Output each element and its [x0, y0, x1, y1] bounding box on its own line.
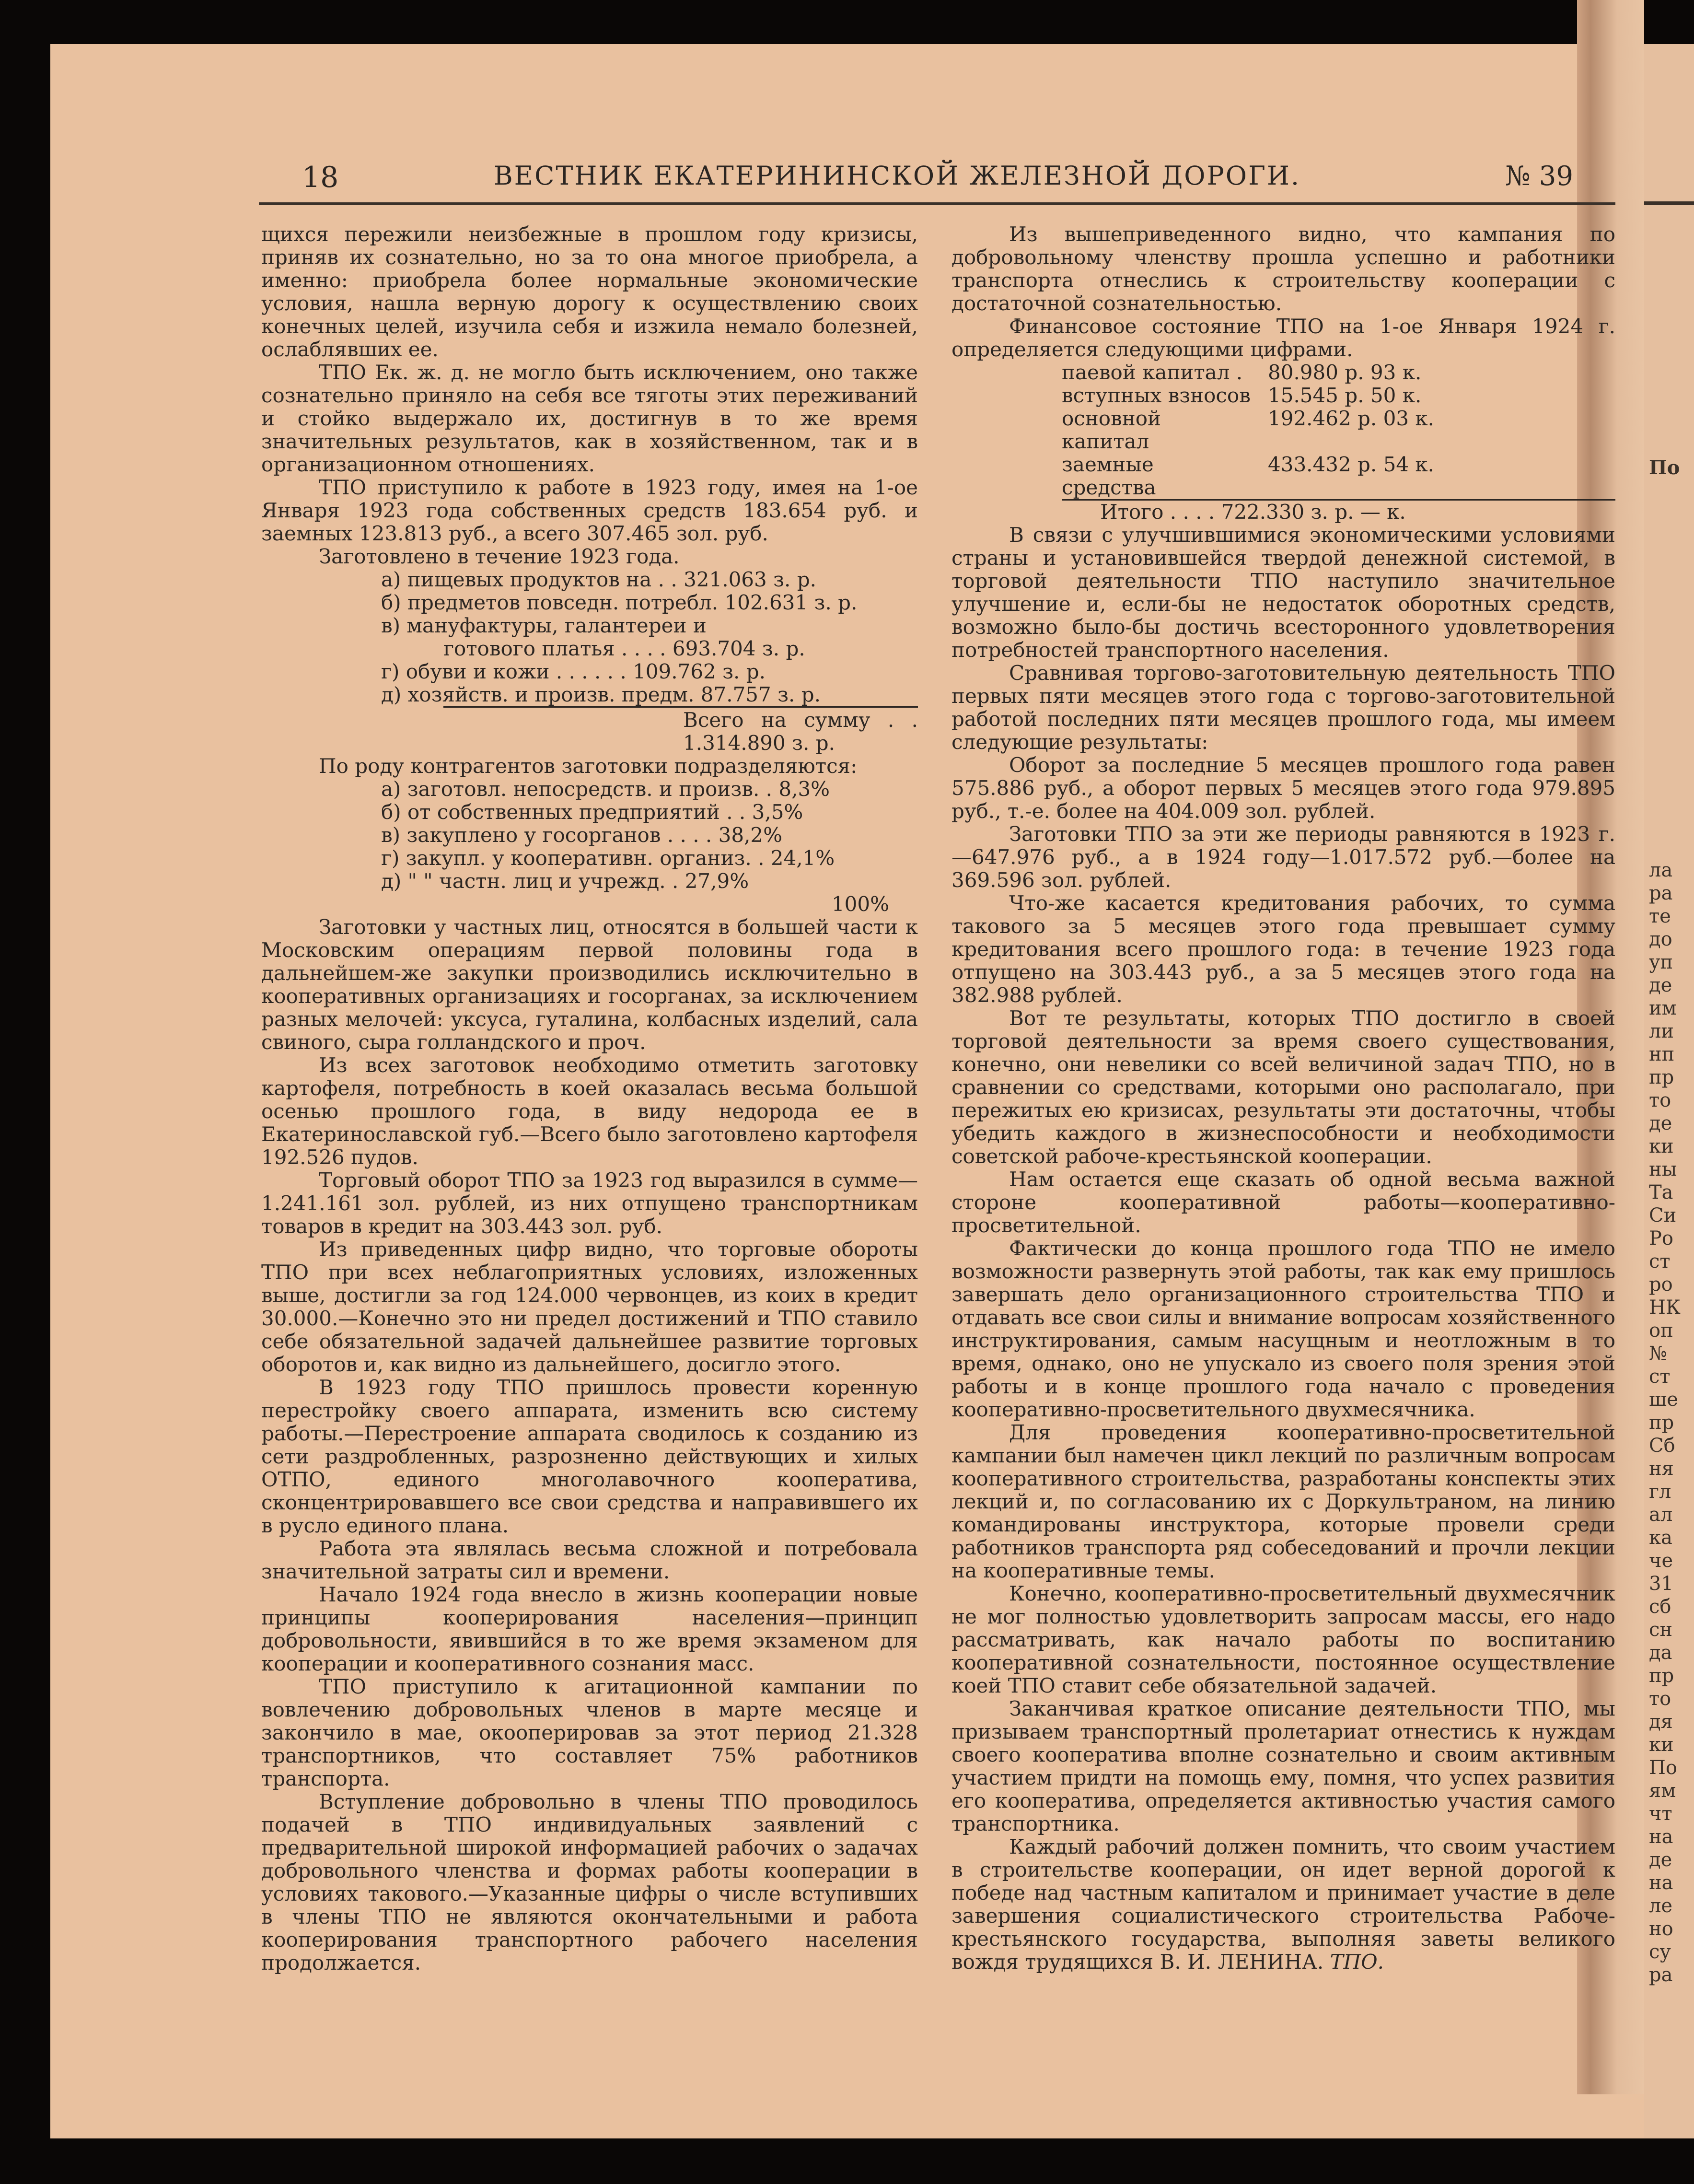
table-row: [1062, 453, 1615, 499]
next-page-line-fragment: оп: [1649, 1320, 1673, 1342]
next-page-line-fragment: ст: [1649, 1366, 1671, 1388]
procurement-total: Всего на сумму . . 1.314.890 з. р.: [443, 706, 918, 755]
next-page-line-fragment: сб: [1649, 1596, 1671, 1618]
next-page-line-fragment: на: [1649, 1872, 1673, 1894]
next-page-rule: [1644, 201, 1694, 205]
next-page-line-fragment: им: [1649, 997, 1677, 1019]
page-header: [244, 161, 1615, 201]
list-item: б) предметов повседн. потребл. 102.631 з. р.: [381, 591, 858, 614]
next-page-line-fragment: ка: [1649, 1527, 1672, 1549]
paragraph: Торговый оборот ТПО за 1923 год выразился в сумме—1.241.161 зол. рублей, из них отпущено транспортникам товаров в кредит на 303.443 зол. руб.: [261, 1168, 918, 1238]
contractors-intro: По роду контрагентов заготовки подразделяются:: [319, 754, 858, 778]
next-page-line-fragment: ал: [1649, 1504, 1673, 1526]
next-page-line-fragment: ше: [1649, 1389, 1678, 1411]
next-page-line-fragment: ны: [1649, 1158, 1677, 1180]
paragraph: Заготовки у частных лиц, относятся в большей части к Московским операциям первой половины года в дальнейшем-же закупки производились исключительно в кооперативных организациях и госорганах, за исключением разных мелочей: уксуса, гуталина, колбасных изделий, сала свиного, сыра голландского и проч.: [261, 915, 918, 1054]
next-page-line-fragment: че: [1649, 1550, 1673, 1572]
next-page-line-fragment: Ро: [1649, 1227, 1673, 1250]
paragraph: Работа эта являлась весьма сложной и потребовала значительной затраты сил и времени.: [261, 1537, 918, 1583]
closing-text: Каждый рабочий должен помнить, что своим участием в строительстве кооперации, он идет верной дорогой к победе над частным капиталом и принимает участие в деле завершения социалистического строительства Рабоче-крестьянского государства, выполняя заветы великого вождя трудящихся В. И. ЛЕНИНА.: [951, 1835, 1615, 1974]
next-page-line-fragment: НК: [1649, 1296, 1681, 1319]
next-page-line-fragment: пр: [1649, 1665, 1674, 1687]
list-item: готового платья . . . . 693.704 з. р.: [443, 637, 805, 660]
next-page-line-fragment: то: [1649, 1089, 1671, 1111]
next-page-line-fragment: ро: [1649, 1273, 1673, 1296]
right-column: [951, 223, 1615, 1974]
next-page-line-fragment: ра: [1649, 882, 1673, 904]
next-page-line-fragment: те: [1649, 905, 1671, 927]
header-rule: [259, 202, 1615, 205]
paragraph: Заготовки ТПО за эти же периоды равняются в 1923 г.—647.976 руб., а в 1924 году—1.017.572 руб.—более на 369.596 зол. рублей.: [951, 822, 1615, 892]
paragraph: Для проведения кооперативно-просветительной кампании был намечен цикл лекций по различным вопросам кооперативного строительства, разработаны конспекты этих лекций и, по согласованию их с Доркультраном, на линию командированы инструктора, которые провели среди работников транспорта ряд собеседований и прочли лекции на кооперативные темы.: [951, 1421, 1615, 1582]
next-page-line-fragment: ям: [1649, 1780, 1676, 1802]
next-page-line-fragment: ня: [1649, 1458, 1674, 1480]
next-page-line-fragment: Сб: [1649, 1435, 1675, 1457]
list-item: в) закуплено у госорганов . . . . 38,2%: [381, 823, 783, 847]
issue-number: № 39: [1505, 161, 1574, 192]
paragraph: Начало 1924 года внесло в жизнь кооперации новые принципы кооперирования населения—принцип добровольности, явившийся в то же время экзаменом для кооперации и кооперативного сознания масс.: [261, 1583, 918, 1675]
row-value: 15.545 р. 50 к.: [1268, 384, 1422, 407]
paragraph: Сравнивая торгово-заготовительную деятельность ТПО первых пяти месяцев этого года с торгово-заготовительной работой последних пяти месяцев прошлого года, мы имеем следующие результаты:: [951, 661, 1615, 754]
paragraph: ТПО Ек. ж. д. не могло быть исключением, оно также сознательно приняло на себя все тяготы этих переживаний и стойко выдержало их, достигнув в то же время значительных результатов, как в хозяйственном, так и в организационном отношениях.: [261, 361, 918, 476]
paragraph: [951, 1835, 1615, 1974]
next-page-line-fragment: уп: [1649, 951, 1673, 973]
next-page-line-fragment: пр: [1649, 1412, 1674, 1434]
procurement-list: [261, 568, 918, 755]
row-value: 80.980 р. 93 к.: [1268, 361, 1422, 384]
next-page-line-fragment: Си: [1649, 1204, 1677, 1226]
paragraph: Нам остается еще сказать об одной весьма важной стороне кооперативной работы—кооперативно-просветительной.: [951, 1168, 1615, 1237]
left-column: [261, 223, 918, 1974]
next-page-line-fragment: ки: [1649, 1734, 1674, 1756]
next-page-line-fragment: 31: [1649, 1573, 1673, 1595]
list-item: д) хозяйств. и произв. предм. 87.757 з. р.: [381, 683, 821, 706]
row-label: вступных взносов: [1062, 384, 1251, 407]
financial-table: [1062, 361, 1615, 524]
paragraph: В связи с улучшившимися экономическими условиями страны и установившейся твердой денежной системой, в торговой деятельности ТПО наступило значительное улучшение и, если-бы не недостаток оборотных средств, возможно было-бы достичь всесторонного удовлетворения потребностей транспортного населения.: [951, 523, 1615, 662]
row-value: 192.462 р. 03 к.: [1268, 407, 1435, 430]
next-page-line-fragment: ра: [1649, 1964, 1673, 1986]
paragraph: ТПО приступило к агитационной кампании по вовлечению добровольных членов в марте месяце и закончило в мае, окооперировав за этот период 21.328 транспортников, что составляет 75% работников транспорта.: [261, 1675, 918, 1790]
next-page-line-fragment: Та: [1649, 1181, 1673, 1203]
list-item: а) заготовл. непосредств. и произв. . 8,3%: [381, 777, 830, 801]
paragraph: щихся пережили неизбежные в прошлом году кризисы, приняв их сознательно, но за то она многое приобрела, а именно: приобрела более нормальные экономические условия, нашла верную дорогу к осуществлению своих конечных целей, изучила себя и изжила немало болезней, ослаблявших ее.: [261, 222, 918, 361]
paragraph: Из приведенных цифр видно, что торговые обороты ТПО при всех неблагоприятных условиях, изложенных выше, достигли за год 124.000 червонцев, из коих в кредит 30.000.—Конечно это ни предел достижений и ТПО ставило себе обязательной задачей дальнейшее развитие торговых оборотов и, как видно из дальнейшего, досигло этого.: [261, 1238, 918, 1376]
signature: ТПО.: [1330, 1950, 1384, 1974]
list-item: д) " " частн. лиц и учрежд. . 27,9%: [381, 869, 749, 893]
table-row: [1062, 407, 1615, 453]
next-page-line-fragment: гл: [1649, 1481, 1671, 1503]
list-item: г) закупл. у кооперативн. организ. . 24,1%: [381, 846, 835, 870]
paragraph: ТПО приступило к работе в 1923 году, имея на 1-ое Января 1923 года собственных средств 183.654 руб. и заемных 123.813 руб., а всего 307.465 зол. руб.: [261, 476, 918, 545]
paragraph: Вступление добровольно в члены ТПО проводилось подачей в ТПО индивидуальных заявлений с предварительной широкой информацией рабочих о задачах добровольного членства и формах работы кооперации в условиях такового.—Указанные цифры о числе вступивших в члены ТПО не являются окончательными и работа кооперирования транспортного рабочего населения продолжается.: [261, 1790, 918, 1974]
financial-total: Итого . . . . 722.330 з. р. — к.: [1062, 499, 1615, 524]
paragraph: Из вышеприведенного видно, что кампания по добровольному членству прошла успешно и работники транспорта отнеслись к строительству кооперации с достаточной сознательностью.: [951, 222, 1615, 315]
next-page-line-fragment: то: [1649, 1688, 1671, 1710]
next-page-line-fragment: По: [1649, 1757, 1677, 1779]
paragraph: Фактически до конца прошлого года ТПО не имело возможности развернуть этой работы, так как ему пришлось завершать дело организационного строительства ТПО и отдавать все свои силы и внимание вопросам хозяйственного инструктирования, самым насущным и неотложным в то время, однако, оно не упускало из своего поля зрения этой работы и в конце прошлого года начало с проведения кооперативно-просветительного двухмесячника.: [951, 1237, 1615, 1421]
next-page-heading-fragment: По: [1649, 456, 1680, 479]
table-row: [1062, 384, 1615, 407]
next-page-line-fragment: де: [1649, 974, 1672, 996]
list-item: а) пищевых продуктов на . . 321.063 з. р.: [381, 568, 816, 591]
next-page-line-fragment: на: [1649, 1826, 1673, 1848]
next-page-line-fragment: дя: [1649, 1711, 1673, 1733]
row-label: паевой капитал .: [1062, 361, 1243, 384]
next-page-line-fragment: до: [1649, 928, 1672, 950]
table-row: [1062, 361, 1615, 384]
next-page-line-fragment: нп: [1649, 1043, 1675, 1065]
next-page-line-fragment: ки: [1649, 1135, 1674, 1157]
next-page-line-fragment: ст: [1649, 1250, 1671, 1273]
list-item: б) от собственных предприятий . . 3,5%: [381, 800, 803, 824]
next-page-line-fragment: да: [1649, 1642, 1672, 1664]
next-page-line-fragment: чт: [1649, 1803, 1672, 1825]
paragraph: Вот те результаты, которых ТПО достигло в своей торговой деятельности за время своего существования, конечно, они невелики со всей величиной задач ТПО, но в сравнении со средствами, которыми оно располагало, при пережитых ею кризисах, результаты эти достаточны, чтобы убедить каждого в жизнеспособности и необходимости советской рабоче-крестьянской кооперации.: [951, 1006, 1615, 1168]
row-label: основной капитал: [1062, 407, 1161, 453]
row-label: заемные средства: [1062, 453, 1156, 499]
list-item: г) обуви и кожи . . . . . . 109.762 з. р.: [381, 660, 766, 683]
paragraph: Заканчивая краткое описание деятельности ТПО, мы призываем транспортный пролетариат отнестись к нуждам своего кооператива вполне сознательно и своим активным участием придти на помощь ему, помня, что успех развития его кооператива, определяется активностью участия самого транспортника.: [951, 1697, 1615, 1835]
next-page-line-fragment: де: [1649, 1112, 1672, 1134]
paragraph: Что-же касается кредитования рабочих, то сумма такового за 5 месяцев этого года превышает сумму кредитования всего прошлого года: в течение 1923 года отпущено на 303.443 руб., а за 5 месяцев этого года на 382.988 рублей.: [951, 891, 1615, 1007]
page-number: 18: [302, 161, 339, 194]
contractors-list: [261, 778, 918, 916]
paragraph: В 1923 году ТПО пришлось провести коренную перестройку своего аппарата, изменить всю систему работы.—Перестроение аппарата сводилось к созданию из сети раздробленных, разрозненно действующих и хилых ОТПО, единого многолавочного кооператива, сконцентрировавшего все свои средства и направившего их в русло единого плана.: [261, 1376, 918, 1537]
next-page-edge: [1644, 44, 1694, 2138]
next-page-line-fragment: но: [1649, 1918, 1673, 1940]
next-page-line-fragment: де: [1649, 1849, 1672, 1871]
paragraph: Финансовое состояние ТПО на 1-ое Января 1924 г. определяется следующими цифрами.: [951, 315, 1615, 361]
paragraph: Из всех заготовок необходимо отметить заготовку картофеля, потребность в коей оказалась весьма большой осенью прошлого года, в виду недорода ее в Екатеринославской губ.—Всего было заготовлено картофеля 192.526 пудов.: [261, 1053, 918, 1169]
procurement-intro: Заготовлено в течение 1923 года.: [319, 545, 680, 568]
next-page-line-fragment: ле: [1649, 1895, 1673, 1917]
next-page-line-fragment: ла: [1649, 859, 1673, 881]
next-page-line-fragment: №: [1649, 1343, 1667, 1365]
next-page-line-fragment: су: [1649, 1941, 1671, 1963]
paragraph: Конечно, кооперативно-просветительный двухмесячник не мог полностью удовлетворить запросам массы, его надо рассматривать, как начало работы по воспитанию кооперативной сознательности, постоянное осуществление коей ТПО ставит себе обязательной задачей.: [951, 1582, 1615, 1697]
journal-title: ВЕСТНИК ЕКАТЕРИНИНСКОЙ ЖЕЛЕЗНОЙ ДОРОГИ.: [494, 161, 1301, 191]
contractors-total: 100%: [831, 892, 889, 916]
paragraph: Оборот за последние 5 месяцев прошлого года равен 575.886 руб., а оборот первых 5 месяцев этого года 979.895 руб., т.-е. более на 404.009 зол. рублей.: [951, 753, 1615, 823]
list-item: в) мануфактуры, галантереи и: [381, 614, 707, 637]
row-value: 433.432 р. 54 к.: [1268, 453, 1435, 476]
next-page-line-fragment: сн: [1649, 1619, 1673, 1641]
next-page-line-fragment: пр: [1649, 1066, 1674, 1088]
next-page-line-fragment: ли: [1649, 1020, 1674, 1042]
